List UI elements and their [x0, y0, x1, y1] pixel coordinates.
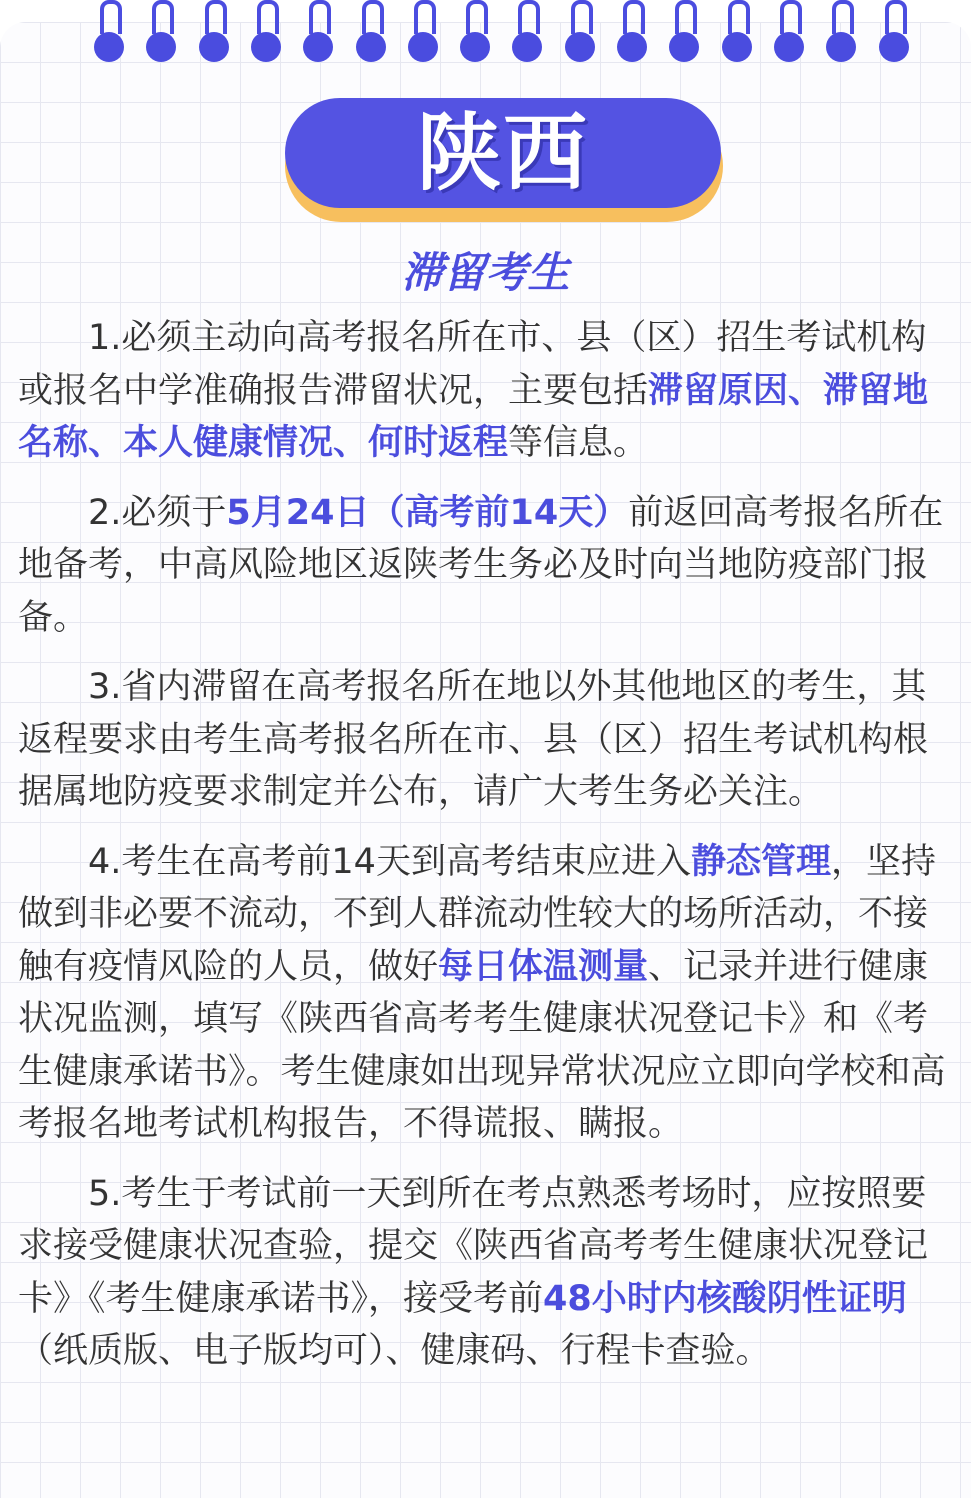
- binder-ring-icon: [144, 0, 178, 64]
- binder-rings: [0, 0, 971, 70]
- highlighted-text: 5月24日（高考前14天）: [226, 492, 629, 533]
- rule-text: 等信息。: [508, 423, 649, 463]
- rule-text: 考生于考试前一天到所在考点熟悉考场时，应按照要求接受健康状况查验，提交《陕西省高考考生健康状况登记卡》《考生健康承诺书》，接受考前: [18, 1173, 929, 1319]
- rule-number: 2.: [88, 487, 121, 540]
- rule-text: 前返回高考报名所在地备考，中高风险地区返陕考生务必及时向当地防疫部门报备。: [18, 492, 944, 638]
- rule-number: 4.: [88, 836, 121, 889]
- rule-text: （纸质版、电子版均可）、健康码、行程卡查验。: [18, 1331, 771, 1371]
- rule-item: [18, 661, 958, 819]
- binder-ring-icon: [667, 0, 701, 64]
- rule-text: 必须于: [121, 492, 227, 533]
- highlighted-text: 48小时内核酸阴性证明: [543, 1278, 907, 1319]
- highlighted-text: 静态管理: [690, 841, 831, 882]
- rule-number: 5.: [88, 1168, 121, 1221]
- rule-item: [18, 312, 958, 470]
- rule-text: ，坚持做到非必要不流动，不到人群流动性较大的场所活动，不接触有疫情风险的人员，做好: [18, 841, 936, 987]
- rule-number: 3.: [88, 661, 121, 714]
- page-subtitle: 滞留考生: [401, 248, 570, 297]
- binder-ring-icon: [406, 0, 440, 64]
- rules-list: [18, 312, 958, 1395]
- page-title: 陕西: [416, 104, 589, 202]
- binder-ring-icon: [824, 0, 858, 64]
- rule-text: 、记录并进行健康状况监测，填写《陕西省高考考生健康状况登记卡》和《考生健康承诺书》。考生健康如出现异常状况应立即向学校和高考报名地考试机构报告，不得谎报、瞒报。: [18, 946, 946, 1144]
- binder-ring-icon: [563, 0, 597, 64]
- binder-ring-icon: [877, 0, 911, 64]
- rule-item: [18, 1168, 958, 1378]
- rule-item: [18, 487, 958, 645]
- binder-ring-icon: [197, 0, 231, 64]
- highlighted-text: 每日体温测量: [438, 946, 649, 987]
- binder-ring-icon: [772, 0, 806, 64]
- rule-text: 考生在高考前14天到高考结束应进入: [121, 841, 691, 882]
- binder-ring-icon: [92, 0, 126, 64]
- rule-text: 省内滞留在高考报名所在地以外其他地区的考生，其返程要求由考生高考报名所在市、县（区）招生考试机构根据属地防疫要求制定并公布，请广大考生务必关注。: [18, 667, 929, 812]
- binder-ring-icon: [354, 0, 388, 64]
- highlighted-text: 滞留原因、滞留地名称、本人健康情况、何时返程: [18, 370, 929, 463]
- binder-ring-icon: [720, 0, 754, 64]
- rule-text: 必须主动向高考报名所在市、县（区）招生考试机构或报名中学准确报告滞留状况，主要包括: [18, 318, 927, 411]
- binder-ring-icon: [301, 0, 335, 64]
- binder-ring-icon: [249, 0, 283, 64]
- rule-number: 1.: [88, 312, 121, 365]
- binder-ring-icon: [510, 0, 544, 64]
- binder-ring-icon: [458, 0, 492, 64]
- rule-item: [18, 836, 958, 1151]
- binder-ring-icon: [615, 0, 649, 64]
- title-badge: [285, 98, 721, 208]
